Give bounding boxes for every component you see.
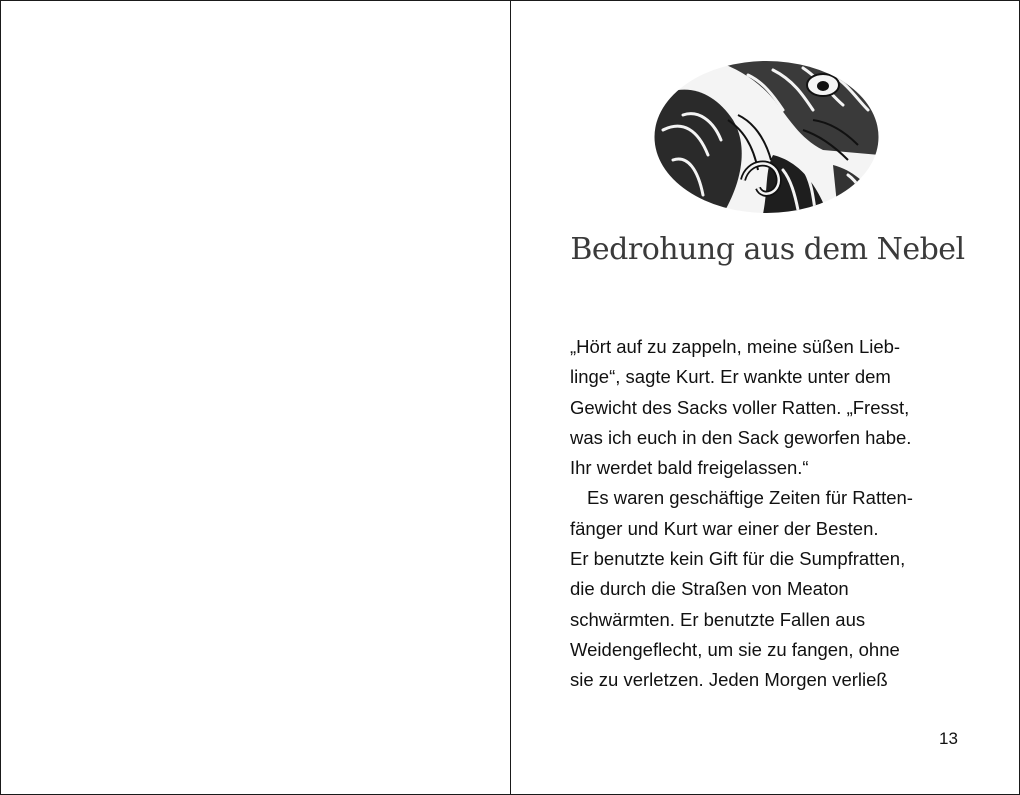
right-page xyxy=(511,0,1020,795)
text-line: Es waren geschäftige Zeiten für Ratten- xyxy=(587,487,913,509)
text-line: „Hört auf zu zappeln, meine süßen Lieb- xyxy=(570,336,901,357)
text-line: Gewicht des Sacks voller Ratten. „Fresst, xyxy=(570,396,910,418)
text-line: Er benutzte kein Gift für die Sumpfratten, xyxy=(570,548,906,570)
text-line: was ich euch in den Sack geworfen habe. xyxy=(570,426,912,448)
text-line: Ihr werdet bald freigelassen.“ xyxy=(570,457,809,479)
text-line: linge“, sagte Kurt. Er wankte unter dem xyxy=(570,366,891,388)
chapter-title: Bedrohung aus dem Nebel xyxy=(570,232,965,267)
text-line: Weidengeflecht, um sie zu fangen, ohne xyxy=(570,638,900,660)
text-line: schwärmten. Er benutzte Fallen aus xyxy=(570,608,866,630)
page-number: 13 xyxy=(939,729,958,748)
text-line: fänger und Kurt war einer der Besten. xyxy=(570,517,879,539)
text-line: sie zu verletzen. Jeden Morgen verließ xyxy=(570,669,888,691)
body-text xyxy=(570,332,970,696)
text-line: die durch die Straßen von Meaton xyxy=(570,578,849,600)
rats-in-sack-illustration-icon xyxy=(653,60,880,214)
